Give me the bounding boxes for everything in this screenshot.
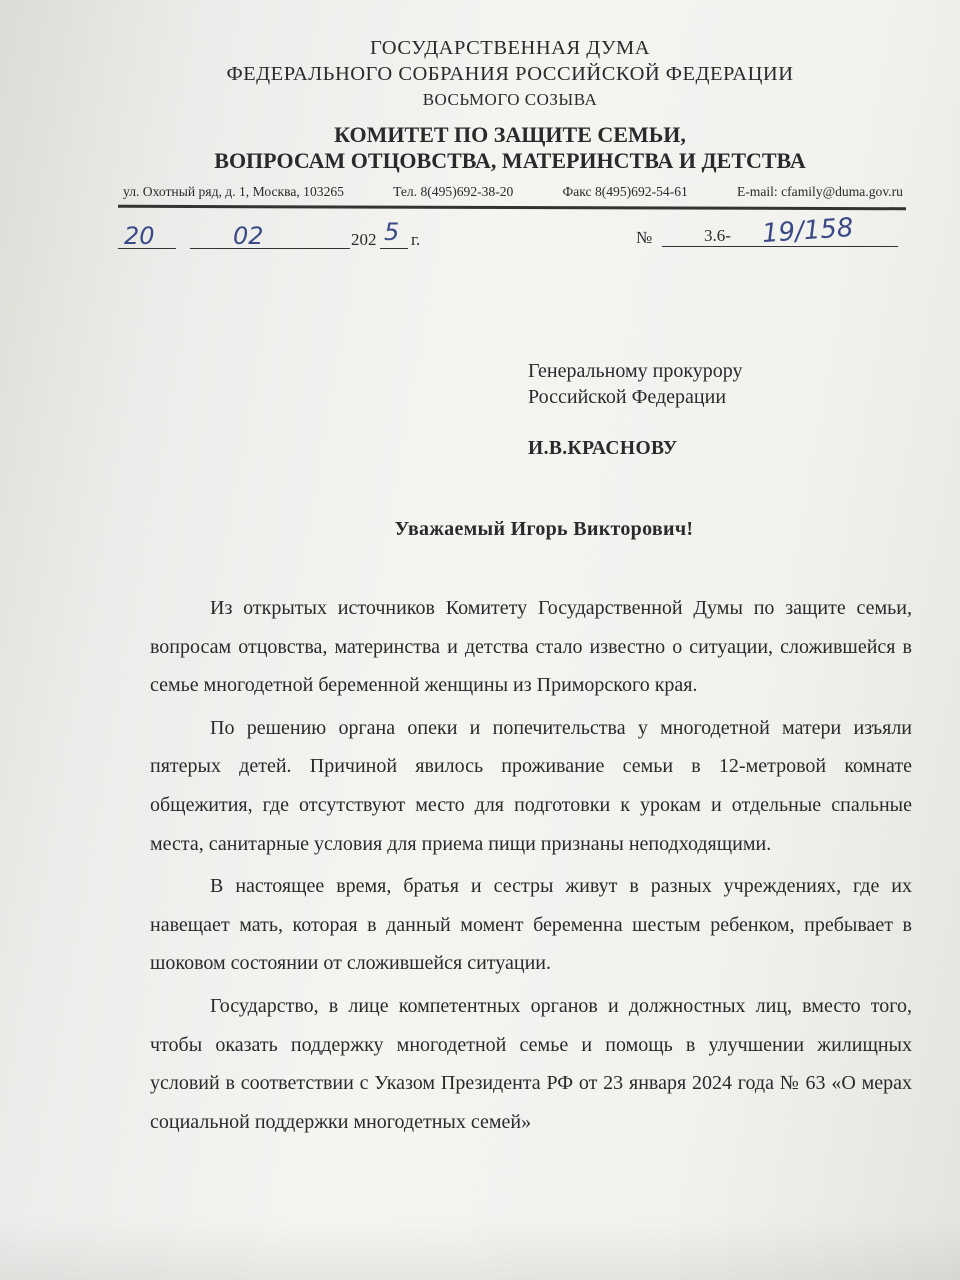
date-month-handwritten: 02: [233, 222, 264, 250]
date-year-underline: [380, 248, 408, 249]
number-prefix: 3.6-: [704, 226, 731, 245]
date-day-handwritten: 20: [124, 222, 155, 250]
committee-name-line1: КОМИТЕТ ПО ЗАЩИТЕ СЕМЬИ,: [334, 122, 686, 147]
letterhead-line-convocation: ВОСЬМОГО СОЗЫВА: [422, 90, 598, 109]
letterhead-line-federal-assembly: ФЕДЕРАЛЬНОГО СОБРАНИЯ РОССИЙСКОЙ ФЕДЕРАЦИИ: [226, 63, 794, 85]
salutation: Уважаемый Игорь Викторович!: [394, 518, 694, 540]
addressee-block: [528, 358, 743, 410]
paragraph: Государство, в лице компетентных органов и должностных лиц, вместо того, чтобы оказать поддержку многодетной семье и помощь в улучшении жилищных условий в соответствии с Указом Президента РФ от 23 января 2024 года № 63 «О мерах социальной поддержки многодетных семей»: [150, 994, 912, 1133]
date-gap-underline: [190, 248, 230, 249]
committee-name-line2: ВОПРОСАМ ОТЦОВСТВА, МАТЕРИНСТВА И ДЕТСТВА: [214, 148, 806, 173]
date-year-prefix: 202: [351, 230, 377, 249]
fax: Факс 8(495)692-54-61: [562, 184, 688, 199]
date-year-digit-handwritten: 5: [384, 218, 400, 246]
address: ул. Охотный ряд, д. 1, Москва, 103265: [123, 184, 344, 199]
date-month-underline: [230, 248, 350, 249]
letter-body: [150, 589, 912, 1145]
number-underline: [662, 246, 898, 247]
paragraph: В настоящее время, братья и сестры живут в разных учреждениях, где их навещает мать, которая в данный момент беременна шестым ребенком, пребывает в шоковом состоянии от сложившейся ситуации.: [150, 875, 912, 975]
paragraph: Из открытых источников Комитету Государственной Думы по защите семьи, вопросам отцовства, материнства и детства стало известно о ситуации, сложившейся в семье многодетной беременной женщины из Приморского края.: [150, 597, 912, 697]
letterhead-line-duma: ГОСУДАРСТВЕННАЯ ДУМА: [369, 37, 651, 59]
email: E-mail: cfamily@duma.gov.ru: [736, 184, 903, 199]
phone: Тел. 8(495)692-38-20: [393, 184, 514, 199]
paragraph: По решению органа опеки и попечительства у многодетной матери изъяли пятерых детей. Причиной явилось проживание семьи в 12-метровой комнате общежития, где отсутствуют место для подготовки к урокам и отдельные спальные места, санитарные условия для приема пищи признаны неподходящими.: [150, 716, 912, 855]
contact-details: [123, 184, 903, 200]
number-label: №: [636, 228, 653, 247]
date-day-underline: [118, 248, 176, 249]
addressee-name: И.В.КРАСНОВУ: [528, 438, 678, 459]
paper-shadow: [0, 1220, 960, 1280]
addressee-title-line1: Генеральному прокурору: [528, 360, 743, 382]
addressee-title-line2: Российской Федерации: [528, 386, 727, 408]
number-handwritten: 19/158: [761, 212, 855, 250]
letterhead-divider: [118, 205, 906, 210]
registration-row: [118, 212, 908, 260]
date-year-suffix: г.: [411, 230, 421, 249]
